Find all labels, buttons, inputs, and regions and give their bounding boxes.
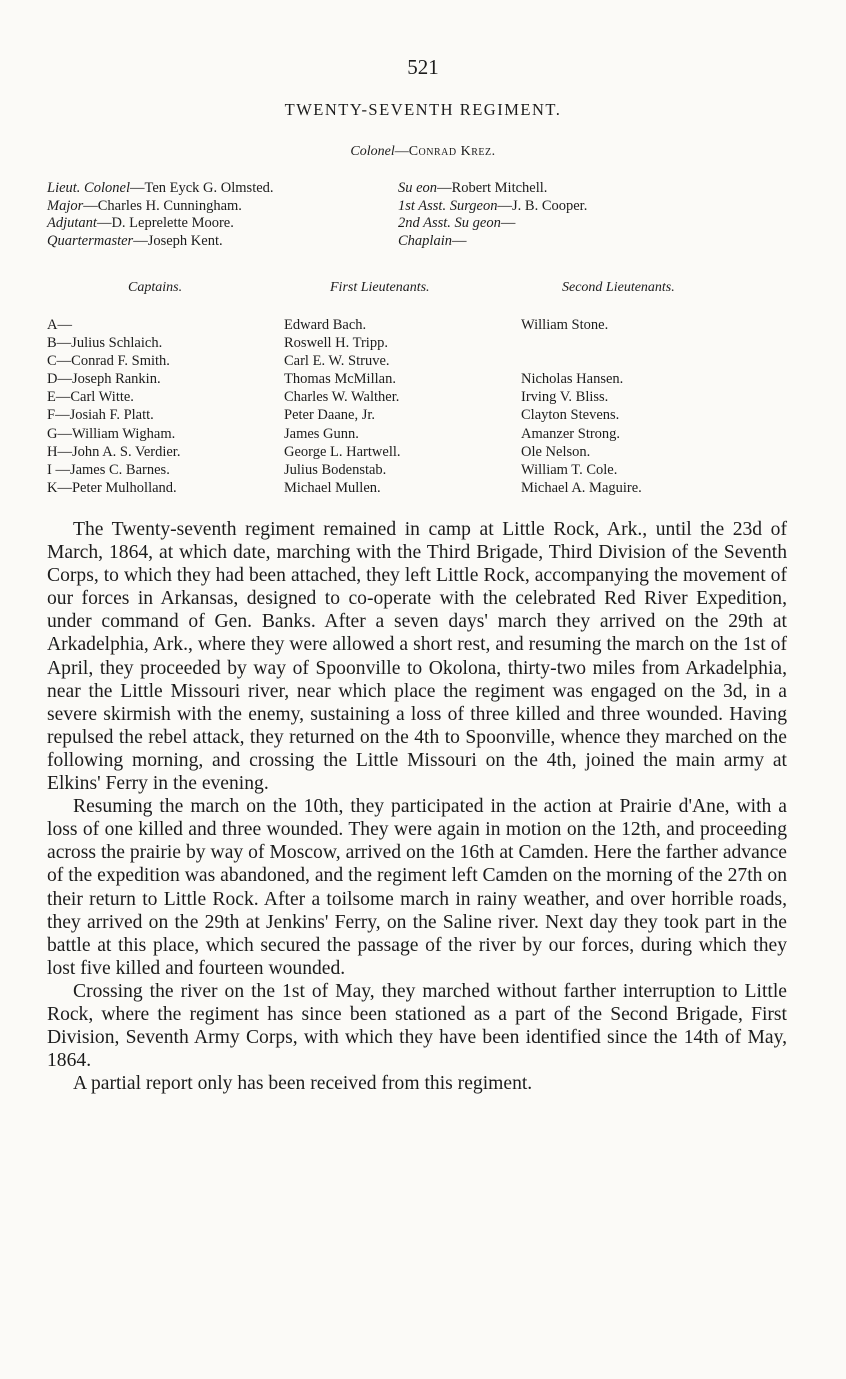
first-lieutenant-entry: Julius Bodenstab. [284, 461, 387, 478]
second-lieutenants-heading: Second Lieutenants. [562, 280, 675, 295]
staff-entry: Major—Charles H. Cunningham. [47, 197, 242, 214]
staff-role: Quartermaster [47, 232, 134, 249]
page-number: 521 [407, 55, 439, 79]
staff-role: Su eon [398, 180, 438, 196]
staff-role: Major [47, 197, 84, 214]
captains-heading: Captains. [128, 280, 183, 295]
staff-entry: Lieut. Colonel—Ten Eyck G. Olmsted. [47, 180, 274, 196]
captain-entry: A— [47, 317, 72, 333]
staff-entry: Quartermaster—Joseph Kent. [47, 232, 223, 249]
captain-entry: B—Julius Schlaich. [47, 335, 163, 352]
staff-name: Charles H. Cunningham. [97, 197, 242, 214]
second-lieutenant-entry: Michael A. Maguire. [521, 479, 642, 496]
staff-role: Lieut. Colonel [47, 180, 130, 196]
second-lieutenant-entry: William T. Cole. [521, 461, 618, 478]
second-lieutenant-entry: William Stone. [521, 317, 609, 333]
second-lieutenant-entry: Amanzer Strong. [521, 425, 621, 442]
narrative-paragraph: The Twenty-seventh regiment remained in camp at Little Rock, Ark., until the 23d of March, 1864, at which date, marching with the Third Brigade, Third Division of the Seventh Corps, to which they had been attached, they left Little Rock, accompanying the movement of our forces in Arkansas, designed to co-operate with the celebrated Red River Expedition, under command of Gen. Banks. After a seven days' march they arrived on the 29th at Arkadelphia, Ark., where they were allowed a short rest, and resuming the march on the 1st of April, they proceeded by way of Spoonville to Okolona, thirty-two miles from Arkadelphia, near the Little Missouri river, near which place the regiment was engaged on the 3d, in a severe skirmish with the enemy, sustaining a loss of three killed and three wounded. Having repulsed the rebel attack, they returned on the 4th to Spoonville, whence they marched on the following morning, and crossing the Little Missouri on the 4th, joined the main army at Elkins' Ferry in the evening. [47, 519, 787, 795]
second-lieutenant-entry [521, 352, 642, 370]
first-lieutenant-entry: Roswell H. Tripp. [284, 335, 388, 352]
first-lieutenants-column [284, 316, 401, 497]
staff-entry: Adjutant—D. Leprelette Moore. [47, 215, 234, 231]
staff-entry: 1st Asst. Surgeon—J. B. Cooper. [398, 197, 588, 214]
first-lieutenant-entry: Michael Mullen. [284, 479, 381, 496]
staff-role: 1st Asst. Surgeon [398, 197, 498, 214]
colonel-name: Conrad Krez. [408, 144, 496, 159]
first-lieutenant-entry: Peter Daane, Jr. [284, 407, 375, 424]
second-lieutenant-entry: Ole Nelson. [521, 443, 591, 460]
first-lieutenant-entry: Thomas McMillan. [284, 371, 396, 388]
first-lieutenant-entry: Edward Bach. [284, 317, 367, 333]
second-lieutenant-entry [521, 334, 642, 352]
narrative-paragraph: Resuming the march on the 10th, they participated in the action at Prairie d'Ane, with a loss of one killed and three wounded. They were again in motion on the 12th, and proceeding across the prairie by way of Moscow, arrived on the 16th at Camden. Here the farther advance of the expedition was abandoned, and the regiment left Camden on the morning of the 27th on their return to Little Rock. After a toilsome march in rainy weather, and over horrible roads, they arrived on the 29th at Jenkins' Ferry, on the Saline river. Next day they took part in the battle at this place, which secured the passage of the river by our forces, during which they lost five killed and fourteen wounded. [47, 796, 787, 979]
captain-entry: F—Josiah F. Platt. [47, 407, 154, 424]
first-lieutenant-entry: Carl E. W. Struve. [284, 353, 390, 370]
staff-entry: Su eon—Robert Mitchell. [398, 180, 548, 196]
narrative-paragraph: Crossing the river on the 1st of May, they marched without farther interruption to Little Rock, where the regiment has since been stationed as a part of the Second Brigade, First Division, Seventh Army Corps, with which they have been identified since the 14th of May, 1864. [47, 980, 787, 1072]
staff-right-column [398, 180, 587, 250]
staff-role: 2nd Asst. Su geon [398, 215, 501, 231]
first-lieutenant-entry: Charles W. Walther. [284, 389, 400, 406]
first-lieutenant-entry: James Gunn. [284, 425, 359, 442]
staff-left-column [47, 180, 274, 250]
narrative-body [47, 518, 787, 1095]
first-lieutenants-heading: First Lieutenants. [330, 280, 430, 295]
colonel-role: Colonel [350, 144, 395, 159]
captain-entry: E—Carl Witte. [47, 389, 134, 406]
staff-entry: Chaplain— [398, 232, 467, 249]
staff-name: J. B. Cooper. [512, 197, 588, 214]
captain-entry: K—Peter Mulholland. [47, 479, 177, 496]
colonel-line: Colonel—Conrad Krez. [350, 144, 496, 159]
captains-column [47, 316, 180, 497]
second-lieutenant-entry: Nicholas Hansen. [521, 371, 624, 388]
captain-entry: C—Conrad F. Smith. [47, 353, 170, 370]
staff-name: Robert Mitchell. [451, 180, 548, 196]
staff-entry: 2nd Asst. Su geon— [398, 215, 516, 231]
staff-name: D. Leprelette Moore. [111, 215, 234, 231]
captain-entry: H—John A. S. Verdier. [47, 443, 181, 460]
narrative-paragraph: A partial report only has been received from this regiment. [73, 1073, 533, 1095]
staff-role: Chaplain [398, 232, 452, 249]
regiment-title: TWENTY-SEVENTH REGIMENT. [284, 100, 562, 119]
captain-entry: G—William Wigham. [47, 425, 176, 442]
second-lieutenants-column [521, 316, 642, 497]
second-lieutenant-entry: Irving V. Bliss. [521, 389, 609, 406]
captain-entry: D—Joseph Rankin. [47, 371, 161, 388]
first-lieutenant-entry: George L. Hartwell. [284, 443, 401, 460]
captain-entry: I —James C. Barnes. [47, 461, 170, 478]
staff-role: Adjutant [47, 215, 97, 231]
staff-name: Joseph Kent. [147, 232, 223, 249]
staff-name: Ten Eyck G. Olmsted. [144, 180, 274, 196]
second-lieutenant-entry: Clayton Stevens. [521, 407, 620, 424]
